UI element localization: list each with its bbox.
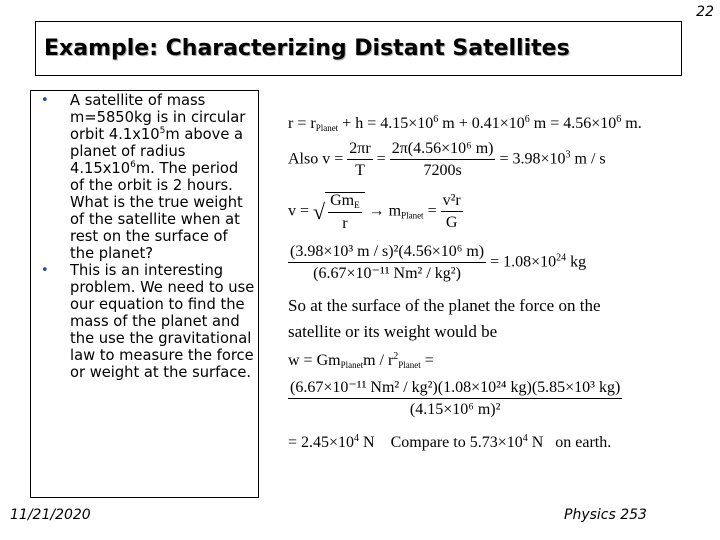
bullet-list [41, 92, 256, 381]
fraction: $\frac{\text{2π(4.56×10⁶ m)}}{7200s}$ [391, 140, 494, 179]
slide-title: Example: Characterizing Distant Satellites [44, 36, 570, 61]
footer-course: Physics 253 [564, 507, 647, 523]
sqrt-symbol: √ [313, 199, 326, 224]
slide-number: 22 [696, 4, 714, 20]
fraction: $\frac{\text{(3.98×10³ m / s)²(4.56×10⁶ m)}}{\text{(6.67×10⁻¹¹ Nm² / kg²)}}$ [290, 243, 485, 282]
equation-velocity: Also v = $\frac{2\pi r}{T}$ = $\frac{\text{2π(4.56×10⁶ m)}}{7200s}$ = $3.98\times 10^3$ m / s [288, 140, 606, 179]
arrow-icon: → [368, 202, 385, 220]
equation-mass-value: $\frac{\text{(3.98×10³ m / s)²(4.56×10⁶ m)}}{\text{(6.67×10⁻¹¹ Nm² / kg²)}}$ = $1.08\times 10^{24}$ kg [290, 243, 587, 282]
sqrt-body: $\frac{Gm_E}{r}$ [325, 192, 365, 232]
title-box [35, 21, 682, 76]
explanation-line-1: So at the surface of the planet the force on the [288, 296, 601, 315]
equation-weight: $w = Gm_{Planet}m / r^2_{Planet}$ = [288, 351, 434, 370]
footer-date: 11/21/2020 [10, 507, 91, 523]
fraction: $\frac{2\pi r}{T}$ [349, 140, 371, 179]
bullet-box [30, 90, 259, 498]
equation-radius: $r = r_{Planet} + h = 4.15\times 10^6$ $m + 0.41\times 10^6$ $m = 4.56\times 10^6$ m. [288, 114, 642, 133]
explanation-line-2: satellite or its weight would be [288, 322, 498, 341]
bullet-icon: • [41, 263, 49, 278]
fraction: $\frac{\text{v²r}}{G}$ [442, 192, 461, 231]
bullet-item-approach: • This is an interesting problem. We need to use our equation to find the mass of the planet and the use the gravitational law to measure the force or weight at the surface. [41, 262, 255, 381]
equation-weight-result: = $2.45\times 10^4$ N Compare to $5.73\times 10^4$ N on earth. [288, 433, 612, 451]
equation-weight-substitution [288, 380, 622, 418]
equation-planet-mass: v = √ $\frac{Gm_E}{r}$ → $m_{Planet}$ = $\frac{\text{v²r}}{G}$ [288, 192, 461, 232]
fraction: $\frac{\text{(6.67×10⁻¹¹ Nm² / kg²)(1.08×10²⁴ kg)(5.85×10³ kg)}}{\text{(4.15×10⁶ m)²}}$ [290, 379, 621, 418]
bullet-item-problem: • A satellite of mass m=5850kg is in circular orbit $4.1x10^5m$ above a planet of radius $4.15x10^6m$. The period of the orbit is 2 hours. What is the true weight of the satellite when at rest on the surface of the planet? [41, 92, 246, 262]
bullet-icon: • [41, 93, 49, 108]
